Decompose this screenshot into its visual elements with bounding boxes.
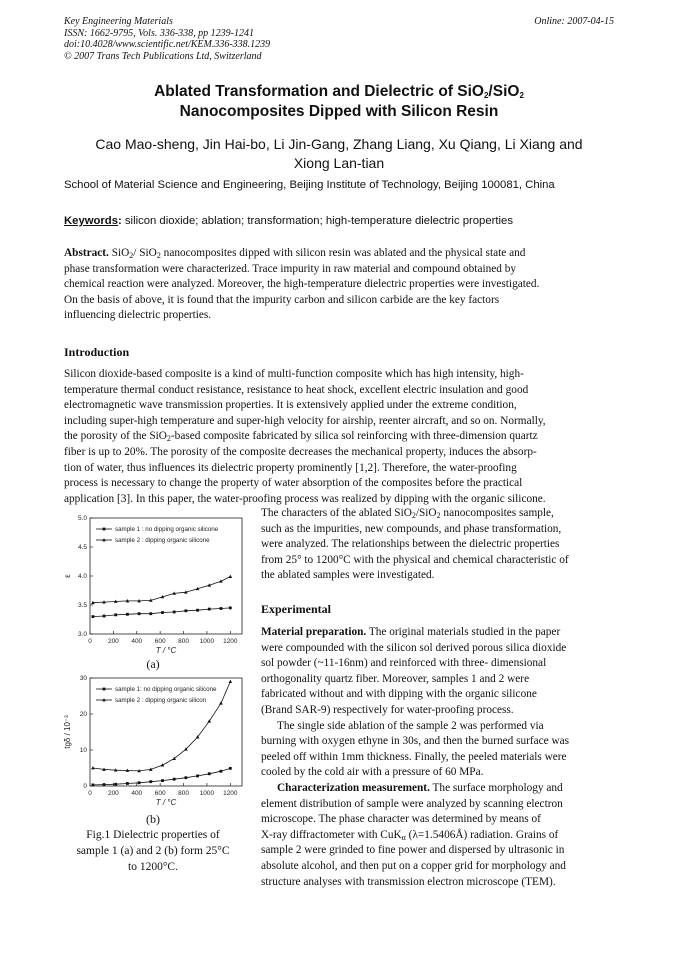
chart-b-series-1-point [149,780,152,783]
affiliation: School of Material Science and Engineering, Beijing Institute of Technology, Beijing 100081, China [64,179,555,191]
chart-b-x-tick-label: 1200 [223,790,238,797]
chart-b-series-1-line [93,768,230,785]
chart-a-series-1-point [184,609,187,612]
chart-b-x-tick-label: 400 [131,790,143,797]
paper-title: Ablated Transformation and Dielectric of SiO$_2$/SiO$_2$ Nanocomposites Dipped with Silicon Resin [154,83,524,120]
chart-a-legend-marker-1 [103,528,106,531]
figure-label-b: (b) [146,812,160,826]
chart-b-x-tick-label: 1000 [199,790,215,797]
chart-b-legend-marker-1 [103,688,106,691]
online-date: Online: 2007-04-15 [534,16,614,27]
chart-a-series-1-point [196,609,199,612]
chart-a-plot-frame [90,518,242,634]
chart-a-x-tick-label: 400 [131,638,143,645]
chart-a-x-tick-label: 800 [178,638,189,645]
doi-link[interactable]: doi:10.4028/www.scientific.net/KEM.336-338.1239 [64,39,271,50]
chart-b-y-tick-label: 30 [79,675,87,683]
chart-b [58,672,248,812]
chart-a-y-tick-label: 3.5 [77,602,87,610]
chart-b-series-1-point [114,783,117,786]
chart-a-x-tick-label: 1000 [199,638,215,645]
chart-b-y-tick-label: 10 [79,747,87,755]
chart-b-series-1-point [196,775,199,778]
journal-name: Key Engineering Materials [64,16,173,27]
chart-b-series-2-point [91,766,95,769]
chart-b-x-tick-label: 600 [154,790,166,797]
chart-b-series-2-point [219,701,223,704]
chart-a-y-tick-label: 4.5 [77,544,87,552]
chart-b-series-1-point [184,776,187,779]
chart-a-y-tick-label: 4.0 [77,573,87,581]
chart-b-series-1-point [208,772,211,775]
doi-line[interactable] [64,39,270,51]
chart-a-series-1-point [229,607,232,610]
abstract: Abstract. SiO$_2$/ SiO$_2$ nanocomposites dipped with silicon resin was ablated and the physical state and phase transformation were characterized. Trace impurity in raw material and compound obtained by chemical reaction were analyzed. Moreover, the high-temperature dielectric properties were investigated. On the basis of above, it is found that the impurity carbon and silicon carbide are the key factors influencing dielectric properties. [64,247,540,322]
chart-a-y-tick-label: 3.0 [77,631,87,639]
chart-a-series-1-point [138,612,141,615]
chart-b-series-2-point [161,763,165,766]
chart-a-series-1-point [220,607,223,610]
chart-b-legend-label-2: sample 2 : dipping organic silicon [115,697,207,705]
chart-a-series-1-point [114,613,117,616]
issn-line: ISSN: 1662-9795, Vols. 336-338, pp 1239-1241 [64,27,254,39]
chart-b-series-1-point [92,784,95,787]
chart-b-series-1-point [173,778,176,781]
chart-a-x-axis-label: T / °C [155,646,177,655]
chart-a-series-2-point [229,575,233,578]
keywords-text: silicon dioxide; ablation; transformation; high-temperature dielectric properties [124,215,513,227]
chart-b-y-tick-label: 0 [83,783,87,791]
chart-b-y-tick-label: 20 [79,711,87,719]
chart-a-y-tick-label: 5.0 [77,515,87,523]
chart-a-x-tick-label: 200 [107,638,119,645]
chart-b-series-2-point [229,680,233,683]
keywords: Keywords: silicon dioxide; ablation; transformation; high-temperature dielectric properties [64,215,513,227]
chart-b-series-1-point [161,779,164,782]
figure-caption: Fig.1 Dielectric properties of sample 1 (a) and 2 (b) form 25°C to 1200°C. [76,829,230,873]
chart-a-legend-label-2: sample 2 : dipping organic silicone [115,537,210,545]
chart-a-series-1-point [161,611,164,614]
chart-b-x-tick-label: 200 [107,790,119,797]
chart-a-series-2-line [93,577,230,603]
author-list: Cao Mao-sheng, Jin Hai-bo, Li Jin-Gang, Zhang Liang, Xu Qiang, Li Xiang and Xiong Lan-tian [95,136,583,171]
chart-a-series-1-point [103,615,106,618]
chart-a-x-tick-label: 0 [88,638,92,645]
chart-b-x-tick-label: 0 [88,790,92,797]
keywords-label: Keywords [64,215,118,227]
intro-continuation: The characters of the ablated SiO$_2$/SiO$_2$ nanocomposites sample, such as the impurities, new compounds, and phase transformation, were analyzed. The relationships between the dielectric properties from 25° to 1200°C with the physical and chemical characteristic of the ablated samples were investigated. [261,507,569,582]
experimental-body: Material preparation. The original materials studied in the paper were compounded with the silicon sol derived porous silica dioxide sol powder (~11-16nm) and reinforced with three- dimensional orthogonality quartz fiber. Moreover, samples 1 and 2 were fabricated without and with dipping with the organic silicone (Brand SAR-9) respectively for water-proofing process. The single side ablation of the sample 2 was performed via burning with oxygen ethyne in 30s, and then the burned surface was peeled off within 1mm thickness. Finally, the peeled materials were cooled by the cold air with a pressure of 60 MPa. Characterization measurement. The surface morphology and element distribution of sample were analyzed by scanning electron microscope. The phase character was determined by means of X-ray diffractometer with CuK$_\alpha$ (λ=1.5406Å) radiation. Grains of sample 2 were grinded to fine power and dispersed by ultrasonic in absolute alcohol, and then put on a copper grid for morphology and structure analyses with transmission electron microscope (TEM). [261,626,570,888]
chart-a-x-tick-label: 1200 [223,638,238,645]
introduction-heading: Introduction [64,345,130,359]
chart-a-series-1-point [126,613,129,616]
chart-a-series-1-point [208,608,211,611]
chart-a-x-tick-label: 600 [154,638,166,645]
introduction-body: Silicon dioxide-based composite is a kind of multi-function composite which has high intensity, high- temperature thermal conduct resistance, resistance to heat shock, excellent electric insulation and good electromagnetic wave transmission properties. It is extensively applied under the extreme condition, including super-high temperature and super-high velocity for airship, reenter aircraft, and so on. Normally, the porosity of the SiO$_2$-based composite fabricated by silica sol reinforcing with three-dimension quartz fiber is up to 20%. The porosity of the composite decreases the mechanical property, induces the absorp- tion of water, thus influences its dielectric property prominently [1,2]. Therefore, the water-proofing process is necessary to change the property of water absorption of the composites before the practical application [3]. In this paper, the water-proofing process was realized by dipping with the organic silicone. [64,368,546,505]
chart-a-series-1-point [149,612,152,615]
copyright-line: © 2007 Trans Tech Publications Ltd, Switzerland [64,50,262,62]
chart-a-y-axis-label: ε [63,574,72,578]
chart-a-series-1-point [173,611,176,614]
chart-a [58,512,248,658]
chart-b-series-1-point [103,783,106,786]
chart-b-series-1-point [220,770,223,773]
figure-label-a: (a) [146,657,160,671]
chart-b-series-1-point [229,767,232,770]
chart-b-series-2-line [93,682,230,771]
chart-b-x-tick-label: 800 [178,790,189,797]
chart-b-legend-label-1: sample 1: no dipping organic silicone [115,686,217,694]
chart-b-series-1-point [126,782,129,785]
chart-b-y-axis-label: tgδ / 10⁻³ [63,715,72,749]
chart-a-legend-label-1: sample 1 : no dipping organic silicone [115,526,219,534]
chart-b-series-1-point [138,781,141,784]
chart-a-series-1-point [92,615,95,618]
experimental-heading: Experimental [261,602,331,616]
chart-b-x-axis-label: T / °C [155,798,177,807]
